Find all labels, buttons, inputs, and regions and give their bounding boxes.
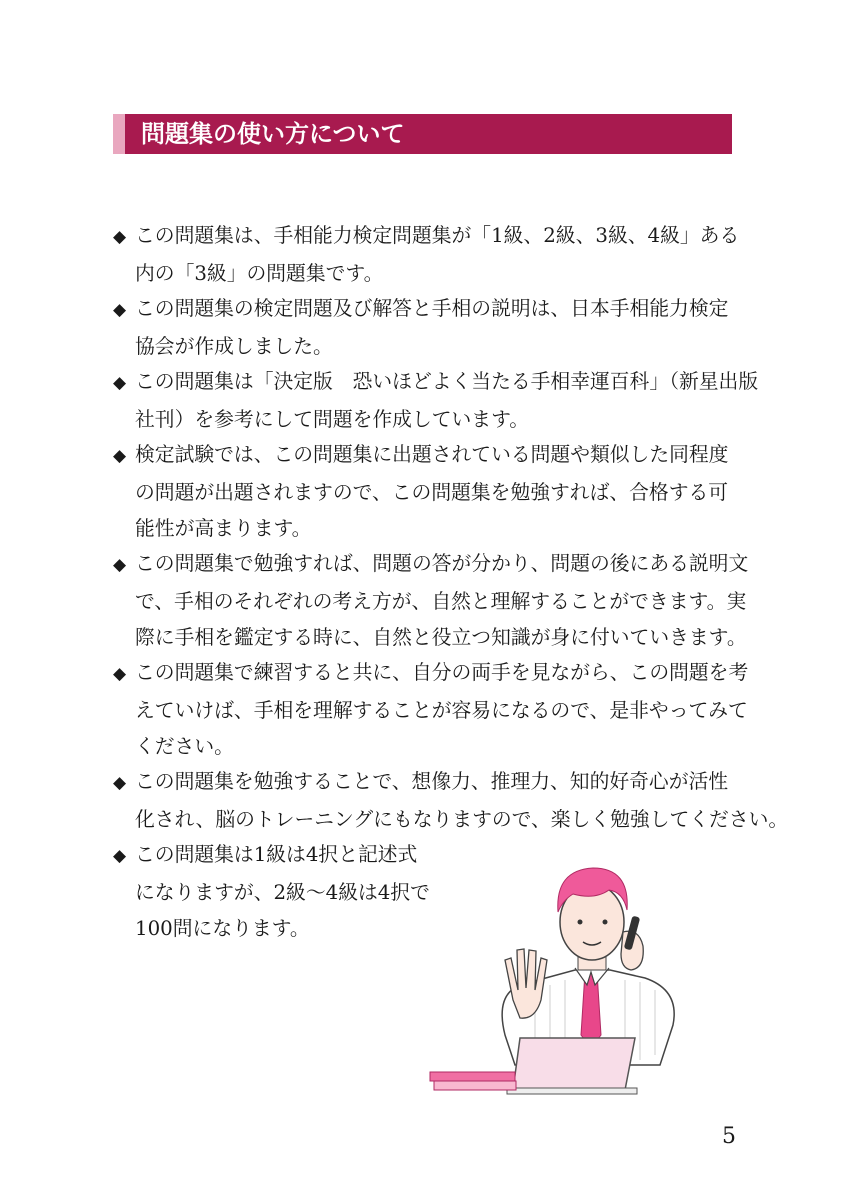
- diamond-bullet-icon: ◆: [113, 664, 127, 684]
- diamond-bullet-icon: ◆: [113, 300, 127, 320]
- paragraph-line: この問題集は、手相能力検定問題集が「1級、2級、3級、4級」ある: [135, 224, 740, 247]
- paragraph-8: [113, 837, 430, 948]
- diamond-bullet-icon: ◆: [113, 846, 127, 866]
- diamond-bullet-icon: ◆: [113, 227, 127, 247]
- section-title-bar: [113, 114, 732, 154]
- paragraph-line: 際に手相を鑑定する時に、自然と役立つ知識が身に付いていきます。: [135, 626, 747, 650]
- paragraph-line: 化され、脳のトレーニングにもなりますので、楽しく勉強してください。: [135, 807, 789, 831]
- paragraph-3: [113, 364, 758, 438]
- paragraph-line: ください。: [135, 735, 234, 759]
- paragraph-line: えていけば、手相を理解することが容易になるので、是非やってみて: [135, 698, 748, 722]
- paragraph-line: 検定試験では、この問題集に出題されている問題や類似した同程度: [135, 443, 729, 466]
- page-number: 5: [722, 1124, 736, 1149]
- section-title: 問題集の使い方について: [141, 120, 405, 148]
- title-accent-stripe: [113, 114, 125, 154]
- diamond-bullet-icon: ◆: [113, 555, 127, 575]
- paragraph-line: 内の「3級」の問題集です。: [135, 261, 384, 285]
- businessman-on-phone-illustration: [425, 850, 685, 1100]
- paragraph-line: この問題集の検定問題及び解答と手相の説明は、日本手相能力検定: [135, 297, 729, 320]
- diamond-bullet-icon: ◆: [113, 446, 127, 466]
- paragraph-line: この問題集で勉強すれば、問題の答が分かり、問題の後にある説明文: [135, 552, 749, 575]
- paragraph-line: この問題集は「決定版 恐いほどよく当たる手相幸運百科」（新星出版: [135, 370, 759, 393]
- paragraph-line: 能性が高まります。: [135, 517, 312, 541]
- paragraph-line: で、手相のそれぞれの考え方が、自然と理解することができます。実: [135, 589, 747, 613]
- diamond-bullet-icon: ◆: [113, 373, 127, 393]
- paragraph-line: 100問になります。: [135, 917, 310, 941]
- paragraph-line: になりますが、2級〜4級は4択で: [135, 880, 430, 904]
- paragraph-line: の問題が出題されますので、この問題集を勉強すれば、合格する可: [135, 480, 729, 504]
- paragraph-7: [113, 764, 788, 838]
- paragraph-line: この問題集は1級は4択と記述式: [135, 843, 418, 866]
- paragraph-line: 社刊）を参考にして問題を作成しています。: [135, 407, 530, 431]
- paragraph-line: この問題集で練習すると共に、自分の両手を見ながら、この問題を考: [135, 661, 749, 684]
- paragraph-2: [113, 291, 728, 365]
- paragraph-4: [113, 437, 728, 548]
- paragraph-line: 協会が作成しました。: [135, 334, 333, 358]
- paragraph-6: [113, 655, 748, 766]
- paragraph-5: [113, 546, 748, 657]
- paragraph-1: [113, 218, 739, 292]
- paragraph-line: この問題集を勉強することで、想像力、推理力、知的好奇心が活性: [135, 770, 729, 793]
- diamond-bullet-icon: ◆: [113, 773, 127, 793]
